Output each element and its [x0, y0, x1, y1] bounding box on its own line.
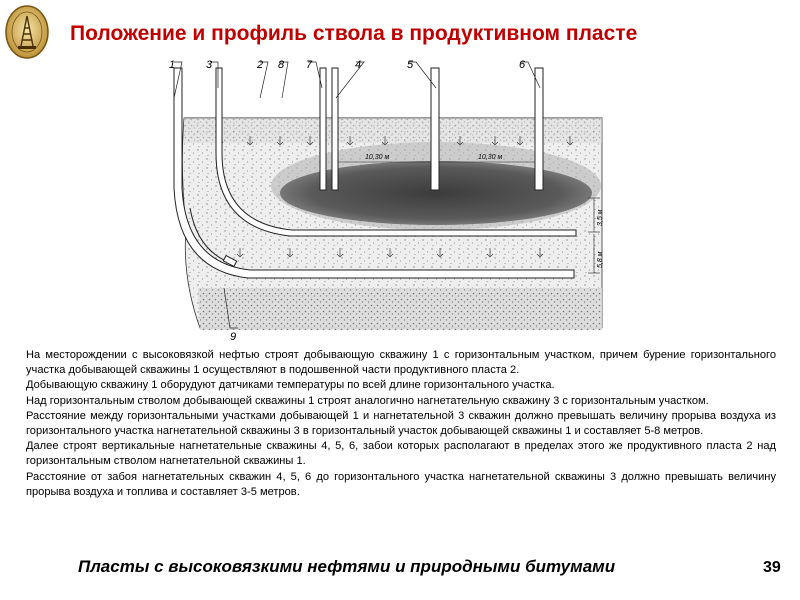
well-profile-diagram — [160, 58, 620, 348]
label-7: 7 — [306, 59, 313, 71]
label-8: 8 — [278, 59, 285, 71]
dim-right-spacing: 10,30 м — [478, 154, 503, 161]
footer-title: Пласты с высоковязкими нефтями и природными битумами — [78, 557, 616, 576]
label-4: 4 — [355, 59, 362, 71]
page-number: 39 — [763, 559, 781, 576]
paragraph: Расстояние между горизонтальными участками добывающей 1 и нагнетательной 3 скважин должно превышать величину прорыва воздуха из горизонтального участка нагнетательной скважины 3 в горизонтальный участок добывающей скважины 1 и составляет 5-8 метров. — [26, 409, 776, 438]
label-5: 5 — [407, 59, 414, 71]
slide-title: Положение и профиль ствола в продуктивном пласте — [70, 22, 638, 45]
paragraph: Добывающую скважину 1 оборудуют датчиками температуры по всей длине горизонтального участка. — [26, 379, 555, 392]
label-6: 6 — [519, 59, 526, 71]
dim-upper-height: 3,5 м — [597, 209, 604, 226]
paragraph: На месторождении с высоковязкой нефтью строят добывающую скважину 1 с горизонтальным участком, причем бурение горизонтального участка добывающей скважины 1 осуществляют в подошвенной части продуктивного пласта 2. — [26, 349, 776, 377]
slide-footer — [0, 555, 800, 583]
department-logo — [4, 4, 50, 60]
label-2: 2 — [257, 59, 264, 71]
label-1: 1 — [169, 59, 176, 71]
dim-lower-height: 5,8 м — [597, 251, 604, 268]
dim-left-spacing: 10,30 м — [365, 154, 390, 161]
description-text — [26, 348, 776, 500]
paragraph: Расстояние от забоя нагнетательных скважин 4, 5, 6 до горизонтального участка нагнетательной скважины 3 должно превышать величину прорыва воздуха и топлива и составляет 3-5 метров. — [26, 470, 776, 498]
label-3: 3 — [206, 59, 213, 71]
paragraph: Далее строят вертикальные нагнетательные скважины 4, 5, 6, забои которых располагают в пределах этого же продуктивного пласта 2 над горизонтальным стволом нагнетательной скважины 1. — [26, 440, 776, 468]
label-9: 9 — [230, 331, 237, 343]
paragraph: Над горизонтальным стволом добывающей скважины 1 строят аналогично нагнетательную скважину 3 с горизонтальным участком. — [26, 394, 709, 407]
